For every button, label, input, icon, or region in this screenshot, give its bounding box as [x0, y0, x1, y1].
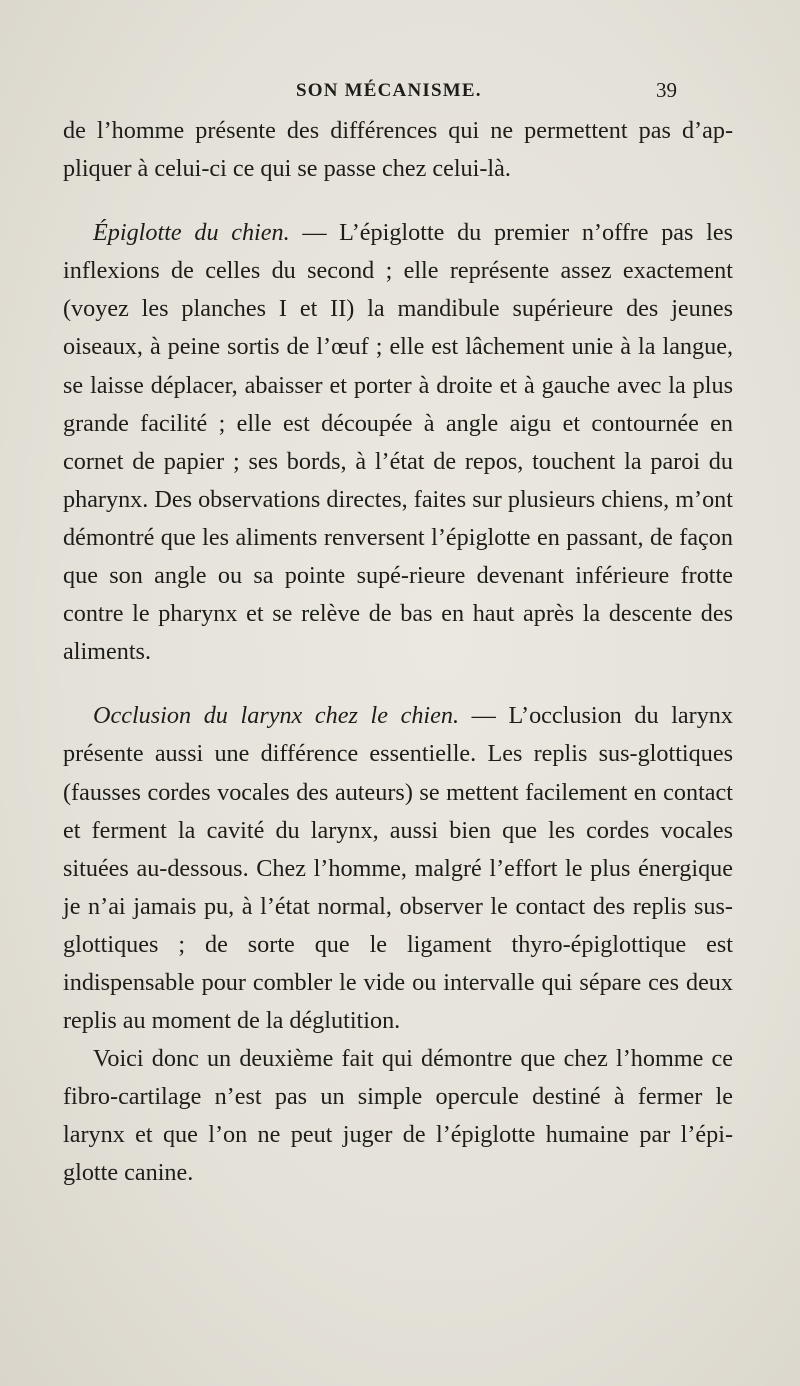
- section-heading: Épiglotte du chien.: [93, 219, 290, 247]
- running-title: SON MÉCANISME.: [296, 80, 482, 101]
- paragraph-occlusion-du-larynx: [63, 697, 733, 1040]
- paragraph-text: Voici donc un deuxième fait qui démontre que chez l’homme ce fibro-cartilage n’est pas un simple opercule destiné à fermer le larynx et que l’on ne peut juger de l’épiglotte humaine par l’épi-glotte canine.: [63, 1045, 733, 1187]
- paragraph-text: — L’épiglotte du premier n’offre pas les inflexions de celles du second ; elle représente assez exactement (voyez les planches I et II) la mandibule supérieure des jeunes oiseaux, à peine sortis de l’œuf ; elle est lâchement unie à la langue, se laisse déplacer, abaisser et porter à droite et à gauche avec la plus grande facilité ; elle est découpée à angle aigu et contournée en cornet de papier ; ses bords, à l’état de repos, touchent la paroi du pharynx. Des observations directes, faites sur plusieurs chiens, m’ont démontré que les aliments renversent l’épiglotte en passant, de façon que son angle ou sa pointe supé-rieure devenant inférieure frotte contre le pharynx et se relève de bas en haut après la descente des aliments.: [63, 219, 733, 666]
- paragraph-conclusion: [63, 1040, 733, 1192]
- paragraph-text: de l’homme présente des différences qui ne permettent pas d’ap-pliquer à celui-ci ce qui se passe chez celui-là.: [63, 117, 733, 183]
- page-number: 39: [656, 78, 677, 102]
- paragraph-text: — L’occlusion du larynx présente aussi une différence essentielle. Les replis sus-glottiques (fausses cordes vocales des auteurs) se mettent facilement en contact et ferment la cavité du larynx, aussi bien que les cordes vocales situées au-dessous. Chez l’homme, malgré l’effort le plus énergique je n’ai jamais pu, à l’état normal, observer le contact des replis sus-glottiques ; de sorte que le ligament thyro-épiglottique est indispensable pour combler le vide ou intervalle qui sépare ces deux replis au moment de la déglutition.: [63, 702, 733, 1035]
- paragraph-continuation: [63, 112, 733, 188]
- paragraph-epiglotte-du-chien: [63, 214, 733, 671]
- body-text: [63, 112, 733, 1193]
- section-heading: Occlusion du larynx chez le chien.: [93, 702, 460, 730]
